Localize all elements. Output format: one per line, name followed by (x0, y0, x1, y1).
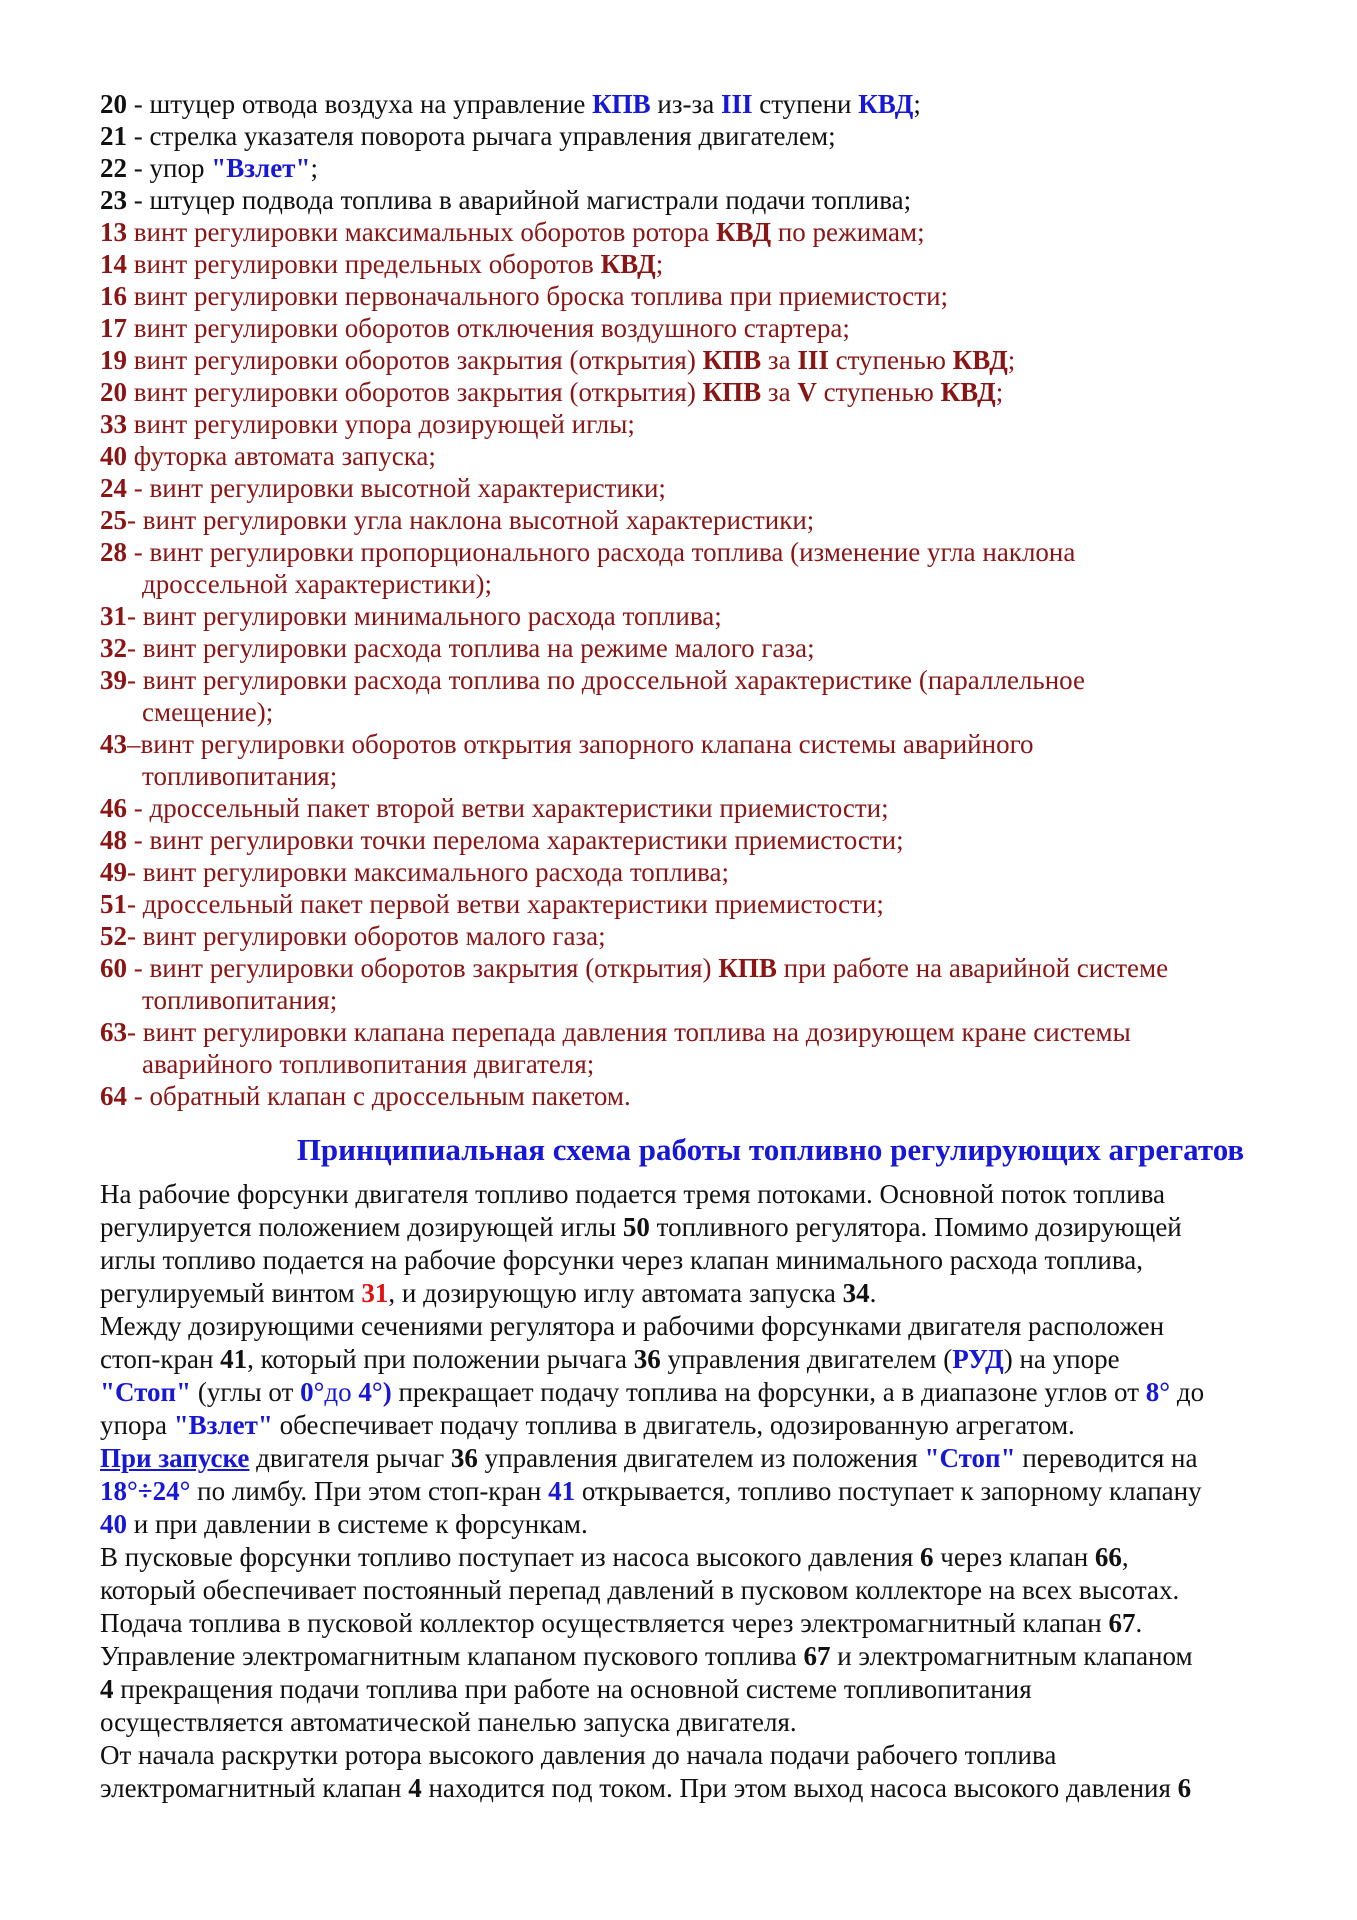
list-line (100, 696, 1271, 728)
text-run: III (720, 89, 753, 119)
text-run: который обеспечивает постоянный перепад давлений в пусковом коллекторе на всех высотах. (100, 1575, 1180, 1605)
text-run: 6 (920, 1542, 934, 1572)
text-run: . (869, 1278, 877, 1308)
list-line (100, 952, 1271, 984)
text-run: 14 (100, 249, 127, 279)
text-run: - стрелка указателя поворота рычага управления двигателем; (127, 121, 836, 151)
text-run: 20 (100, 377, 127, 407)
text-run: - винт регулировки высотной характеристики; (127, 473, 666, 503)
text-run: "Стоп" (100, 1377, 192, 1407)
text-run: - дроссельный пакет первой ветви характеристики приемистости; (127, 889, 884, 919)
text-run: 39 (100, 665, 127, 695)
text-run: , который при положении рычага (247, 1344, 634, 1374)
text-run: 18°÷24° (100, 1476, 191, 1506)
body-line (100, 1541, 1271, 1574)
text-run: по режимам; (771, 217, 925, 247)
list-line (100, 440, 1271, 472)
text-run: 43 (100, 729, 127, 759)
text-run: прекращения подачи топлива при работе на основной системе топливопитания (113, 1674, 1032, 1704)
text-run: - винт регулировки клапана перепада давления топлива на дозирующем кране системы (127, 1017, 1131, 1047)
component-list (100, 88, 1271, 1112)
text-run: 6 (1177, 1773, 1192, 1803)
text-run: регулируется положением дозирующей иглы (100, 1212, 623, 1242)
text-run: управления двигателем ( (660, 1344, 953, 1374)
text-run: управления двигателем из положения (477, 1443, 925, 1473)
text-run: 17 (100, 313, 127, 343)
text-run: через клапан (933, 1542, 1095, 1572)
text-run: - винт регулировки расхода топлива по дроссельной характеристике (параллельное (127, 665, 1085, 695)
text-run: "Стоп" (924, 1443, 1016, 1473)
text-run: 41 (548, 1476, 576, 1506)
text-run: при работе на аварийной системе (776, 953, 1169, 983)
text-run: топливопитания; (142, 761, 338, 791)
text-run: Управление электромагнитным клапаном пускового топлива (100, 1641, 804, 1671)
text-run: ступени (752, 89, 859, 119)
text-run: 16 (100, 281, 127, 311)
list-line (100, 792, 1271, 824)
text-run: 63 (100, 1017, 127, 1047)
text-run: 23 (100, 185, 127, 215)
text-run: –винт регулировки оборотов открытия запорного клапана системы аварийного (127, 729, 1034, 759)
text-run: винт регулировки максимальных оборотов ротора (127, 217, 716, 247)
text-run: - винт регулировки оборотов закрытия (открытия) (127, 953, 719, 983)
list-line (100, 152, 1271, 184)
text-run: 46 (100, 793, 127, 823)
list-line (100, 312, 1271, 344)
text-run: 24 (100, 473, 127, 503)
text-run: 50 (622, 1212, 650, 1242)
text-run: 21 (100, 121, 127, 151)
text-run: смещение); (142, 697, 274, 727)
body-line (100, 1706, 1271, 1739)
body-line (100, 1574, 1271, 1607)
body-line (100, 1673, 1271, 1706)
body-line (100, 1475, 1271, 1508)
list-line (100, 824, 1271, 856)
text-run: - обратный клапан с дроссельным пакетом. (127, 1081, 631, 1111)
list-line (100, 856, 1271, 888)
list-line (100, 1048, 1271, 1080)
text-run: дроссельной характеристики); (142, 569, 493, 599)
text-run: прекращает подачу топлива на форсунки, а в диапазоне углов от (391, 1377, 1146, 1407)
text-run: двигателя рычаг (249, 1443, 451, 1473)
text-run: 13 (100, 217, 127, 247)
text-run: ) на упоре (1003, 1344, 1120, 1374)
body-text (100, 1178, 1271, 1805)
text-run: футорка автомата запуска; (127, 441, 436, 471)
text-run: 4°) (358, 1377, 392, 1407)
body-line (100, 1310, 1271, 1343)
text-run: за (761, 377, 798, 407)
text-run: . (1135, 1608, 1143, 1638)
text-run: ; (310, 153, 318, 183)
body-line (100, 1376, 1271, 1409)
text-run: - дроссельный пакет второй ветви характеристики приемистости; (127, 793, 889, 823)
body-line (100, 1772, 1271, 1805)
text-run: находится под током. При этом выход насоса высокого давления (421, 1773, 1178, 1803)
text-run: топливопитания; (142, 985, 338, 1015)
list-line (100, 344, 1271, 376)
text-run: 49 (100, 857, 127, 887)
text-run: 34 (842, 1278, 870, 1308)
text-run: - винт регулировки пропорционального расхода топлива (изменение угла наклона (127, 537, 1076, 567)
list-line (100, 888, 1271, 920)
text-run: 20 (100, 89, 127, 119)
text-run: - винт регулировки максимального расхода топлива; (127, 857, 730, 887)
body-line (100, 1739, 1271, 1772)
text-run: - винт регулировки угла наклона высотной характеристики; (127, 505, 815, 535)
text-run: 40 (100, 1509, 127, 1539)
text-run: "Взлет" (211, 153, 311, 183)
body-line (100, 1277, 1271, 1310)
text-run: до (1170, 1377, 1205, 1407)
text-run: винт регулировки оборотов закрытия (открытия) (127, 345, 703, 375)
list-line (100, 408, 1271, 440)
body-line (100, 1178, 1271, 1211)
text-run: КПВ (702, 345, 762, 375)
text-run: стоп-кран (100, 1344, 221, 1374)
text-run: до (324, 1377, 359, 1407)
text-run: открывается, топливо поступает к запорному клапану (575, 1476, 1202, 1506)
text-run: аварийного топливопитания двигателя; (142, 1049, 595, 1079)
body-line (100, 1508, 1271, 1541)
text-run: КВД (715, 217, 772, 247)
text-run: топливного регулятора. Помимо дозирующей (649, 1212, 1182, 1242)
text-run: 52 (100, 921, 127, 951)
text-run: упора (100, 1410, 174, 1440)
text-run: 8° (1145, 1377, 1171, 1407)
body-line (100, 1409, 1271, 1442)
text-run: и электромагнитным клапаном (830, 1641, 1193, 1671)
text-run: От начала раскрутки ротора высокого давления до начала подачи рабочего топлива (100, 1740, 1057, 1770)
list-line (100, 472, 1271, 504)
text-run: 31 (100, 601, 127, 631)
text-run: В пусковые форсунки топливо поступает из насоса высокого давления (100, 1542, 921, 1572)
text-run: за (761, 345, 798, 375)
text-run: 31 (361, 1278, 389, 1308)
text-run: 36 (633, 1344, 661, 1374)
text-run: 64 (100, 1081, 127, 1111)
text-run: КПВ (592, 89, 651, 119)
text-run: КВД (952, 345, 1008, 375)
text-run: На рабочие форсунки двигателя топливо подается тремя потоками. Основной поток топлива (100, 1179, 1165, 1209)
list-line (100, 120, 1271, 152)
text-run: ступенью (816, 377, 941, 407)
text-run: 33 (100, 409, 127, 439)
text-run: 41 (220, 1344, 248, 1374)
text-run: ступенью (828, 345, 953, 375)
text-run: 48 (100, 825, 127, 855)
text-run: III (797, 345, 829, 375)
text-run: Подача топлива в пусковой коллектор осуществляется через электромагнитный клапан (100, 1608, 1109, 1638)
list-line (100, 184, 1271, 216)
list-line (100, 568, 1271, 600)
text-run: 36 (450, 1443, 478, 1473)
text-run: , и дозирующую иглу автомата запуска (388, 1278, 843, 1308)
list-line (100, 664, 1271, 696)
body-line (100, 1211, 1271, 1244)
text-run: 22 (100, 153, 127, 183)
text-run: и при давлении в системе к форсункам. (127, 1509, 588, 1539)
text-run: 32 (100, 633, 127, 663)
text-run: 4 (408, 1773, 422, 1803)
list-line (100, 376, 1271, 408)
body-line (100, 1640, 1271, 1673)
text-run: электромагнитный клапан (100, 1773, 409, 1803)
text-run: осуществляется автоматической панелью запуска двигателя. (100, 1707, 797, 1737)
list-line (100, 728, 1271, 760)
list-line (100, 1016, 1271, 1048)
text-run: иглы топливо подается на рабочие форсунки через клапан минимального расхода топлива, (100, 1245, 1143, 1275)
text-run: КПВ (702, 377, 762, 407)
text-run: - винт регулировки расхода топлива на режиме малого газа; (127, 633, 815, 663)
list-line (100, 984, 1271, 1016)
text-run: 4 (100, 1674, 114, 1704)
body-line (100, 1244, 1271, 1277)
text-run: КПВ (718, 953, 777, 983)
text-run: 60 (100, 953, 127, 983)
text-run: винт регулировки упора дозирующей иглы; (127, 409, 635, 439)
list-line (100, 216, 1271, 248)
body-line (100, 1442, 1271, 1475)
text-run: по лимбу. При этом стоп-кран (190, 1476, 549, 1506)
body-line (100, 1607, 1271, 1640)
list-line (100, 248, 1271, 280)
text-run: (углы от (191, 1377, 301, 1407)
text-run: 67 (803, 1641, 831, 1671)
text-run: винт регулировки оборотов закрытия (открытия) (127, 377, 703, 407)
section-heading: Принципиальная схема работы топливно регулирующих агрегатов (296, 1132, 1245, 1167)
text-run: КВД (600, 249, 656, 279)
text-run: ; (913, 89, 921, 119)
text-run: 19 (100, 345, 127, 375)
text-run: - штуцер отвода воздуха на управление (127, 89, 593, 119)
text-run: 66 (1094, 1542, 1122, 1572)
list-line (100, 600, 1271, 632)
text-run: винт регулировки оборотов отключения воздушного стартера; (127, 313, 850, 343)
text-run: ; (995, 377, 1004, 407)
text-run: 40 (100, 441, 127, 471)
list-line (100, 88, 1271, 120)
text-run: ; (655, 249, 664, 279)
text-run: обеспечивает подачу топлива в двигатель, одозированную агрегатом. (272, 1410, 1075, 1440)
list-line (100, 632, 1271, 664)
list-line (100, 760, 1271, 792)
text-run: - винт регулировки точки перелома характеристики приемистости; (127, 825, 904, 855)
text-run: ; (1007, 345, 1016, 375)
list-line (100, 504, 1271, 536)
text-run: РУД (952, 1344, 1004, 1374)
body-line (100, 1343, 1271, 1376)
text-run: 67 (1108, 1608, 1136, 1638)
list-line (100, 920, 1271, 952)
text-run: - винт регулировки минимального расхода топлива; (127, 601, 722, 631)
text-run: КВД (858, 89, 914, 119)
text-run: При запуске (100, 1443, 250, 1473)
text-run: 25 (100, 505, 127, 535)
text-run: КВД (940, 377, 996, 407)
text-run: регулируемый винтом (100, 1278, 362, 1308)
list-line (100, 536, 1271, 568)
text-run: винт регулировки предельных оборотов (127, 249, 601, 279)
text-run: из-за (650, 89, 721, 119)
list-line (100, 1080, 1271, 1112)
text-run: - штуцер подвода топлива в аварийной магистрали подачи топлива; (127, 185, 912, 215)
text-run: , (1121, 1542, 1129, 1572)
text-run: 0° (300, 1377, 325, 1407)
text-run: 51 (100, 889, 127, 919)
text-run: Между дозирующими сечениями регулятора и рабочими форсунками двигателя расположен (100, 1311, 1165, 1341)
text-run: V (797, 377, 817, 407)
list-line (100, 280, 1271, 312)
text-run: 28 (100, 537, 127, 567)
text-run: винт регулировки первоначального броска топлива при приемистости; (127, 281, 949, 311)
text-run: "Взлет" (173, 1410, 273, 1440)
text-run: - винт регулировки оборотов малого газа; (127, 921, 606, 951)
text-run: переводится на (1015, 1443, 1198, 1473)
text-run: - упор (127, 153, 212, 183)
